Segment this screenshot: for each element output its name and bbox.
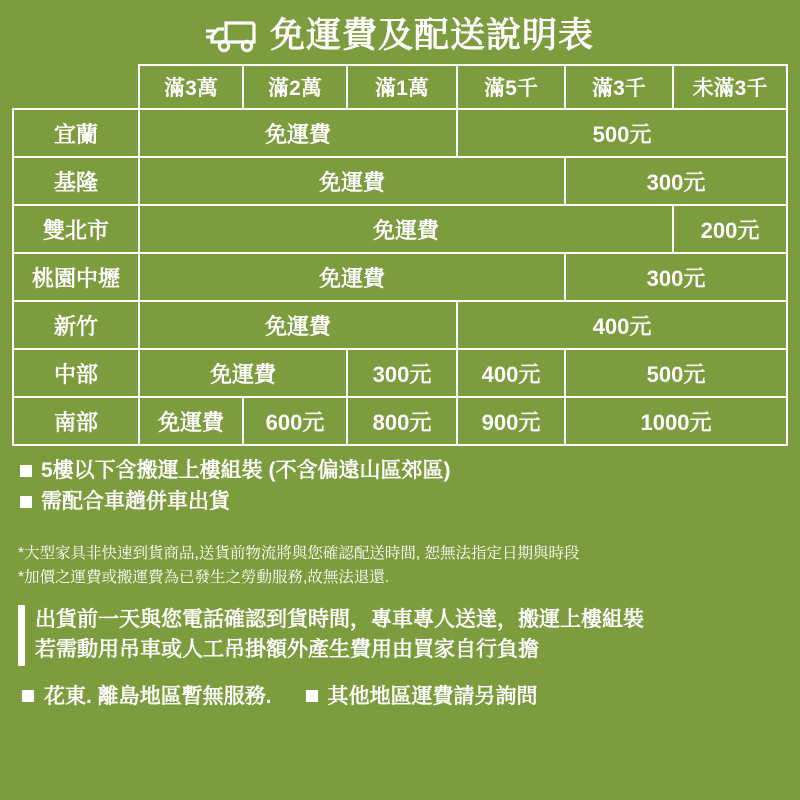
page-title: 免運費及配送說明表: [269, 15, 594, 55]
row-region-label: 桃園中壢: [13, 253, 139, 301]
note-text: 5樓以下含搬運上樓組裝 (不含偏遠山區郊區): [41, 459, 451, 482]
square-bullet-icon: [20, 465, 32, 477]
row-region-label: 南部: [13, 397, 139, 445]
row-region-label: 雙北市: [13, 205, 139, 253]
note-text: 需配合車趟併車出貨: [41, 490, 230, 514]
list-item: [20, 458, 800, 483]
table-cell: 1000元: [565, 397, 787, 445]
table-cell: 500元: [457, 109, 787, 157]
shipping-fee-table: [12, 64, 788, 446]
footer-text: 其他地區運費請另詢問: [327, 684, 538, 708]
table-row: [13, 205, 787, 253]
table-cell: 600元: [243, 397, 347, 445]
table-row: [13, 397, 787, 445]
table-cell: 免運費: [139, 301, 457, 349]
emphasis-lines: [35, 605, 644, 666]
table-cell: 免運費: [139, 397, 243, 445]
table-row: [13, 349, 787, 397]
column-header: 滿2萬: [243, 65, 347, 109]
square-bullet-icon: [22, 690, 34, 702]
table-header-row: [13, 65, 787, 109]
table-cell: 免運費: [139, 205, 673, 253]
emphasis-block: [0, 589, 800, 666]
table-body: [13, 109, 787, 445]
fineprint-block: [0, 520, 800, 589]
column-header: 未滿3千: [673, 65, 787, 109]
table-row: [13, 157, 787, 205]
table-row: [13, 301, 787, 349]
table-cell: 400元: [457, 301, 787, 349]
table-row: [13, 253, 787, 301]
row-region-label: 宜蘭: [13, 109, 139, 157]
square-bullet-icon: [20, 496, 32, 508]
table-cell: 500元: [565, 349, 787, 397]
footer-text: 花東. 離島地區暫無服務.: [44, 684, 272, 708]
emphasis-line: 若需動用吊車或人工吊掛額外產生費用由買家自行負擔: [35, 638, 539, 662]
table-cell: 免運費: [139, 157, 565, 205]
column-header: 滿3萬: [139, 65, 243, 109]
list-item: [20, 489, 800, 514]
footer-notes: [0, 666, 800, 709]
column-header: 滿5千: [457, 65, 565, 109]
square-bullet-icon: [306, 690, 318, 702]
emphasis-line: 出貨前一天與您電話確認到貨時間，專車專人送達，搬運上樓組裝: [35, 607, 644, 631]
poster-header: [0, 0, 800, 64]
row-region-label: 中部: [13, 349, 139, 397]
row-region-label: 新竹: [13, 301, 139, 349]
table-cell: 200元: [673, 205, 787, 253]
vertical-bar-icon: [18, 605, 25, 666]
table-cell: 900元: [457, 397, 565, 445]
notes-list: [0, 446, 800, 514]
footer-item: [306, 684, 538, 709]
fineprint-line: *大型家具非快速到貨商品,送貨前物流將與您確認配送時間, 恕無法指定日期與時段: [18, 545, 580, 563]
table-cell: 免運費: [139, 253, 565, 301]
table-corner-cell: [13, 65, 139, 109]
column-header: 滿1萬: [347, 65, 457, 109]
column-header: 滿3千: [565, 65, 673, 109]
table-cell: 300元: [565, 157, 787, 205]
shipping-table-wrap: [0, 64, 800, 446]
truck-icon: [206, 15, 260, 55]
fineprint-line: *加價之運費或搬運費為已發生之勞動服務,故無法退還.: [18, 568, 390, 586]
table-cell: 免運費: [139, 109, 457, 157]
table-row: [13, 109, 787, 157]
row-region-label: 基隆: [13, 157, 139, 205]
table-cell: 300元: [347, 349, 457, 397]
table-cell: 800元: [347, 397, 457, 445]
table-cell: 400元: [457, 349, 565, 397]
table-cell: 300元: [565, 253, 787, 301]
footer-item: [22, 684, 272, 709]
table-cell: 免運費: [139, 349, 347, 397]
